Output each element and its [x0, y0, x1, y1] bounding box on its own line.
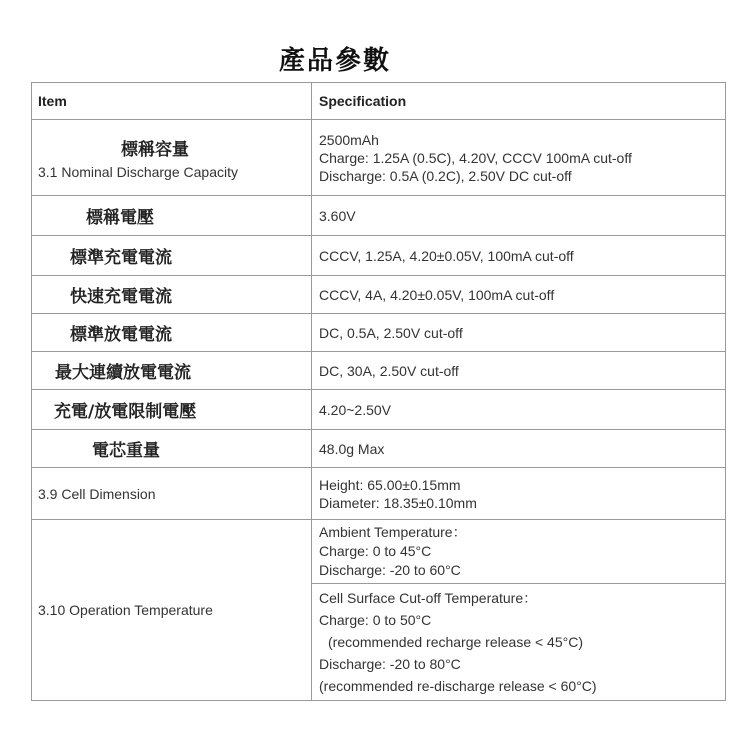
table-row [32, 520, 726, 701]
spec-line: Discharge: -20 to 60°C [319, 562, 461, 578]
spec-line: (recommended re-discharge release < 60°C) [319, 678, 597, 694]
item-cell [32, 120, 312, 196]
item-cell [32, 196, 312, 236]
spec-cell: DC, 30A, 2.50V cut-off [312, 352, 726, 390]
item-label-en: 3.1 Nominal Discharge Capacity [38, 164, 238, 180]
table-row [32, 390, 726, 430]
spec-line: Charge: 0 to 45°C [319, 543, 432, 559]
spec-cell [312, 468, 726, 520]
spec-line: Ambient Temperature： [319, 524, 467, 540]
spec-cell: CCCV, 1.25A, 4.20±0.05V, 100mA cut-off [312, 236, 726, 276]
table-row [32, 120, 726, 196]
spec-line: Charge: 1.25A (0.5C), 4.20V, CCCV 100mA cut-off [319, 149, 632, 166]
item-label-zh: 電芯重量 [92, 441, 160, 461]
spec-line: Height: 65.00±0.15mm [319, 476, 461, 493]
item-label-zh: 快速充電電流 [70, 287, 172, 307]
item-label-zh: 標稱電壓 [86, 208, 154, 228]
spec-cell [312, 520, 726, 701]
item-label-zh: 標準充電電流 [70, 248, 172, 268]
item-cell [32, 276, 312, 314]
table-row [32, 314, 726, 352]
spec-cell [312, 120, 726, 196]
table-header-row [32, 83, 726, 120]
spec-line: Cell Surface Cut-off Temperature： [319, 590, 538, 606]
spec-cell: 4.20~2.50V [312, 390, 726, 430]
item-cell [32, 430, 312, 468]
spec-line: Diameter: 18.35±0.10mm [319, 494, 477, 511]
item-cell: 3.10 Operation Temperature [32, 520, 312, 701]
spec-cell: 3.60V [312, 196, 726, 236]
surface-temp-block [312, 583, 725, 700]
spec-line: Charge: 0 to 50°C [319, 612, 432, 628]
header-item: Item [32, 83, 312, 120]
spec-line: (recommended recharge release < 45°C) [328, 634, 584, 650]
item-label-zh: 標準放電電流 [70, 325, 172, 345]
spec-line: Discharge: 0.5A (0.2C), 2.50V DC cut-off [319, 167, 572, 184]
table-row [32, 236, 726, 276]
page-title: 產品參數 [278, 46, 391, 76]
item-cell [32, 390, 312, 430]
table-row [32, 430, 726, 468]
item-cell [32, 352, 312, 390]
item-label-zh: 標稱容量 [121, 140, 189, 160]
spec-line: Discharge: -20 to 80°C [319, 656, 461, 672]
table-row [32, 468, 726, 520]
item-cell [32, 236, 312, 276]
spec-line: 2500mAh [319, 131, 379, 148]
item-cell: 3.9 Cell Dimension [32, 468, 312, 520]
table-row [32, 196, 726, 236]
item-cell [32, 314, 312, 352]
table-row [32, 352, 726, 390]
spec-cell: DC, 0.5A, 2.50V cut-off [312, 314, 726, 352]
ambient-temp-block [312, 520, 725, 583]
item-label-zh: 充電/放電限制電壓 [54, 402, 197, 422]
spec-cell: CCCV, 4A, 4.20±0.05V, 100mA cut-off [312, 276, 726, 314]
spec-cell: 48.0g Max [312, 430, 726, 468]
item-label-zh: 最大連續放電電流 [55, 363, 191, 383]
table-row [32, 276, 726, 314]
header-spec: Specification [312, 83, 726, 120]
spec-table [31, 82, 726, 701]
